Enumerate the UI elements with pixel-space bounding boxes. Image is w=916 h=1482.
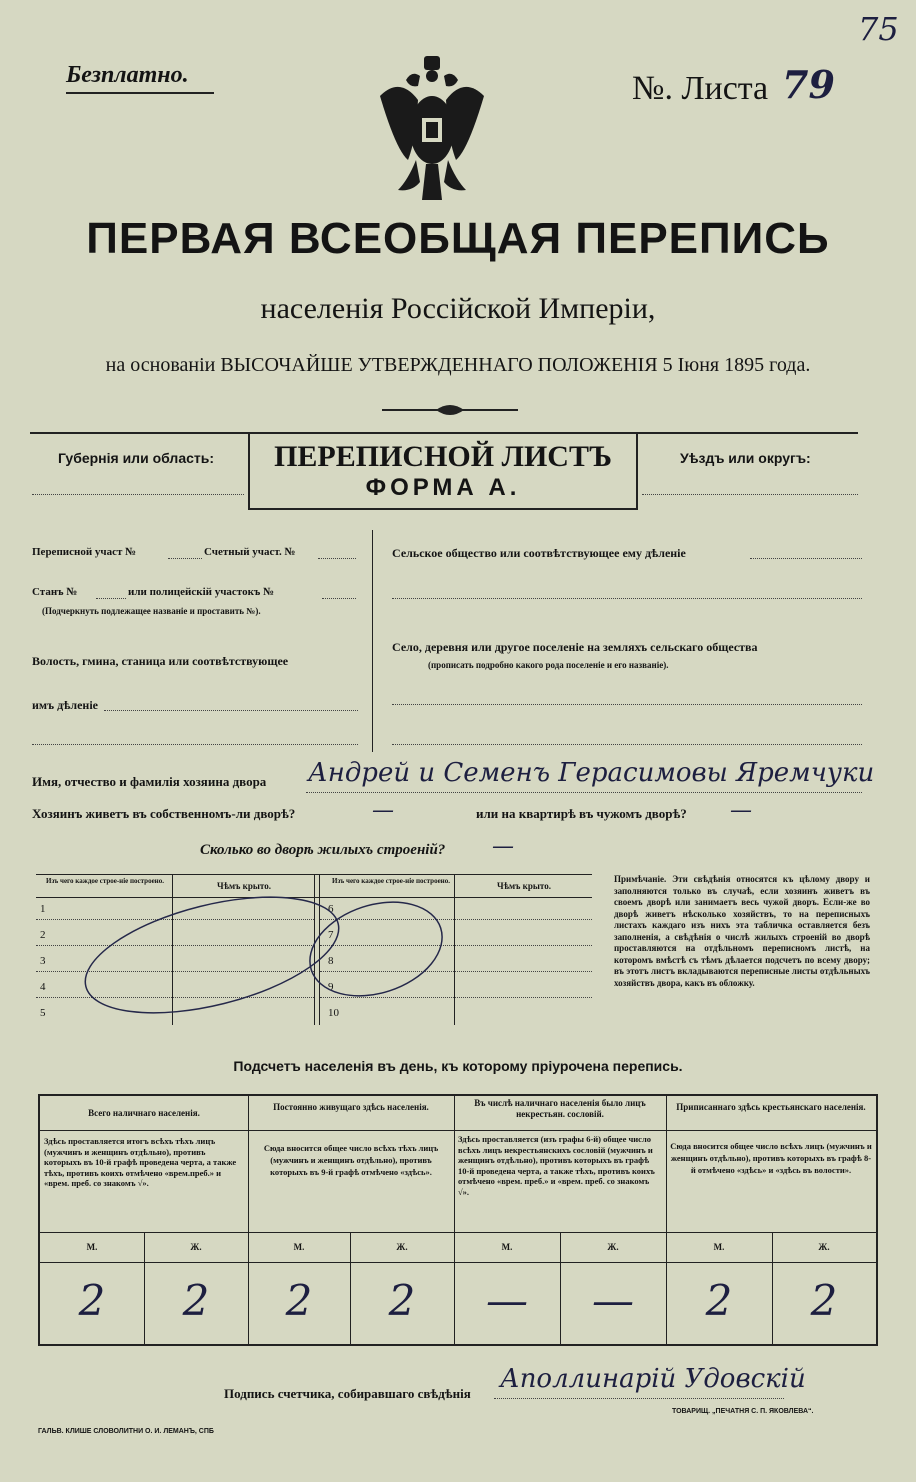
census-section-label: Переписной участ № (32, 546, 137, 558)
pt-f-3: Ж. (607, 1242, 619, 1252)
pt-hline-2 (40, 1232, 876, 1233)
rural-society-field-2[interactable] (392, 598, 862, 599)
pt-desc-4: Сюда вносится общее число всѣхъ лицъ (мужчинъ и женщинъ отдѣльно), противъ которыхъ въ графѣ 8-й отмѣчено «здѣсь» и «здѣсь въ волости». (670, 1141, 872, 1175)
village-field-2[interactable] (392, 744, 862, 745)
bt-col2-header: Чѣмъ крыто. (217, 881, 271, 891)
buildings-question: Сколько во дворѣ жилыхъ строеній? (200, 842, 446, 858)
lives-own-value[interactable]: — (372, 798, 394, 823)
pt-value-7[interactable]: 2 (705, 1276, 733, 1325)
imperial-eagle-icon (376, 56, 488, 202)
pt-value-8[interactable]: 2 (810, 1276, 838, 1325)
pt-value-1[interactable]: 2 (78, 1276, 106, 1325)
free-underline (66, 92, 214, 94)
subtitle: населенія Россійской Имперіи, (260, 292, 656, 325)
buildings-table (36, 874, 592, 1025)
bt-row-3: 3 (40, 955, 46, 967)
bt-row-2: 2 (40, 929, 46, 941)
form-title: ПЕРЕПИСНОЙ ЛИСТЪ (274, 440, 612, 473)
rural-society-field[interactable] (750, 558, 862, 559)
pt-f-2: Ж. (396, 1242, 408, 1252)
owner-name[interactable]: Андрей и Семенъ Герасимовы Яремчуки (308, 758, 875, 788)
pt-hline-1 (40, 1130, 876, 1131)
owner-field-line (306, 792, 862, 793)
pt-m-4: М. (713, 1242, 725, 1252)
corner-mark: 75 (858, 10, 899, 48)
bt-row-9: 9 (328, 981, 334, 993)
pt-hline-3 (40, 1262, 876, 1263)
count-section-label: Счетный участ. № (204, 546, 296, 558)
form-subtitle: ФОРМА А. (365, 474, 521, 501)
pt-m-2: М. (293, 1242, 305, 1252)
pt-value-5[interactable]: — (486, 1276, 528, 1325)
village-field[interactable] (392, 704, 862, 705)
buildings-note: Примѣчаніе. Эти свѣдѣнія относятся къ цѣлому двору и заполняются только въ случаѣ, если хозяинъ живетъ въ своемъ дворѣ или занимаетъ весь чужой дворъ. Если-же во дворѣ живетъ нѣсколько хозяйствъ, то на переписныхъ листахъ каждаго изъ нихъ эта табличка оставляется безъ заполненія, а свѣдѣнія о числѣ жилыхъ строеній во дворѣ проставляются на отдѣльномъ переписномъ листѣ, на которомъ вмѣстѣ съ тѣмъ дѣлается подсчетъ по всему двору; въ этотъ листъ вкладываются переписные листы отдѣльныхъ хозяйствъ двора, какъ въ обложку. (614, 874, 870, 988)
gubernia-label: Губернія или область: (58, 450, 215, 466)
footer-left: ГАЛЬВ. КЛИШЕ СЛОВОЛИТНИ О. И. ЛЕМАНЪ, СПБ (38, 1428, 214, 1435)
ornament-divider (380, 402, 520, 418)
signature-line (494, 1398, 784, 1399)
stan-field[interactable] (96, 598, 126, 599)
pt-value-3[interactable]: 2 (285, 1276, 313, 1325)
pt-header-1: Всего наличнаго населенія. (88, 1108, 200, 1118)
census-section-field[interactable] (168, 558, 202, 559)
footer-right: ТОВАРИЩ. „ПЕЧАТНЯ С. П. ЯКОВЛЕВА“. (672, 1408, 814, 1415)
underline-note: (Подчеркнуть подлежащее названіе и проставить №). (42, 606, 261, 616)
fields-divider (372, 530, 373, 752)
population-table (38, 1094, 878, 1346)
uezd-label: Уѣздъ или округъ: (680, 450, 811, 466)
division-field[interactable] (104, 710, 358, 711)
owner-label: Имя, отчество и фамилія хозяина двора (32, 774, 267, 789)
pt-desc-2: Сюда вносится общее число всѣхъ тѣхъ лицъ (мужчинъ и женщинъ отдѣльно), противъ которыхъ въ 9-й графѣ отмѣчено «здѣсь». (263, 1143, 439, 1177)
uezd-field[interactable] (642, 494, 858, 495)
bt-col3-header: Изъ чего каждое строе-ніе построено. (332, 877, 450, 885)
pt-m-3: М. (501, 1242, 513, 1252)
rural-society-label: Сельское общество или соотвѣтствующее ему дѣленіе (392, 546, 686, 560)
sheet-number-value: 79 (782, 62, 835, 107)
pt-header-4: Приписаннаго здѣсь крестьянскаго населенія. (676, 1102, 866, 1112)
division-label: имъ дѣленіе (32, 698, 98, 712)
bt-row-5: 5 (40, 1007, 46, 1019)
sheet-number-label: №. Листа (632, 70, 769, 107)
pt-header-2: Постоянно живущаго здѣсь населенія. (273, 1102, 429, 1112)
buildings-value[interactable]: — (492, 834, 514, 859)
pt-value-4[interactable]: 2 (388, 1276, 416, 1325)
gubernia-field[interactable] (32, 494, 244, 495)
police-label: или полицейскій участокъ № (128, 586, 275, 598)
signature-label: Подпись счетчика, собиравшаго свѣдѣнія (224, 1386, 471, 1401)
top-rule (30, 432, 858, 434)
bt-row-6: 6 (328, 903, 334, 915)
page-title: ПЕРВАЯ ВСЕОБЩАЯ ПЕРЕПИСЬ (86, 214, 830, 263)
pt-m-1: М. (86, 1242, 98, 1252)
pt-f-4: Ж. (818, 1242, 830, 1252)
bt-row-8: 8 (328, 955, 334, 967)
pt-desc-1: Здѣсь проставляется итогъ всѣхъ тѣхъ лицъ (мужчинъ и женщинъ отдѣльно), противъ которыхъ въ 10-й графѣ проведена черта, а также тѣхъ, противъ коихъ отмѣчено «врем.преб.» и «врем. преб. со знакомъ √». (44, 1136, 237, 1188)
volost-label: Волость, гмина, станица или соотвѣтствующее (32, 654, 289, 668)
count-section-field[interactable] (318, 558, 356, 559)
stan-label: Станъ № (32, 586, 78, 598)
bt-col1-header: Изъ чего каждое строе-ніе построено. (46, 877, 164, 885)
lives-own-label: Хозяинъ живетъ въ собственномъ-ли дворѣ? (32, 806, 296, 821)
legal-basis: на основаніи ВЫСОЧАЙШЕ УТВЕРЖДЕННАГО ПОЛОЖЕНІЯ 5 Іюня 1895 года. (105, 354, 811, 376)
bt-row-4: 4 (40, 981, 46, 993)
box-bottom-rule (250, 508, 636, 510)
population-title: Подсчетъ населенія въ день, къ которому пріурочена перепись. (233, 1058, 683, 1074)
signature-value[interactable]: Аполлинарій Удовскій (500, 1364, 806, 1394)
pt-f-1: Ж. (190, 1242, 202, 1252)
village-note: (прописать подробно какого рода поселеніе и его названіе). (428, 660, 669, 670)
lives-rent-value[interactable]: — (730, 798, 752, 823)
cancel-scribble (36, 875, 592, 1025)
pt-desc-3: Здѣсь проставляется (изъ графы 6-й) общее число всѣхъ лицъ некрестьянскихъ сословій (мужчинъ и женщинъ отдѣльно), противъ которыхъ въ графѣ 10-й проведена черта, а также тѣхъ, противъ коихъ отмѣчено «врем. преб.» и «врем. преб. со знакомъ √». (458, 1134, 655, 1197)
division-field-2[interactable] (32, 744, 358, 745)
pt-value-6[interactable]: — (592, 1276, 634, 1325)
village-label: Село, деревня или другое поселеніе на земляхъ сельскаго общества (392, 640, 758, 654)
bt-row-1: 1 (40, 903, 46, 915)
bt-col4-header: Чѣмъ крыто. (497, 881, 551, 891)
box-divider-right (636, 432, 638, 510)
bt-row-10: 10 (328, 1007, 339, 1019)
police-field[interactable] (322, 598, 356, 599)
free-label: Безплатно. (66, 62, 189, 88)
pt-header-3: Въ числѣ наличнаго населенія было лицъ некрестьян. сословій. (474, 1098, 646, 1119)
bt-row-7: 7 (328, 929, 334, 941)
pt-value-2[interactable]: 2 (182, 1276, 210, 1325)
lives-rent-label: или на квартирѣ въ чужомъ дворѣ? (476, 806, 687, 821)
